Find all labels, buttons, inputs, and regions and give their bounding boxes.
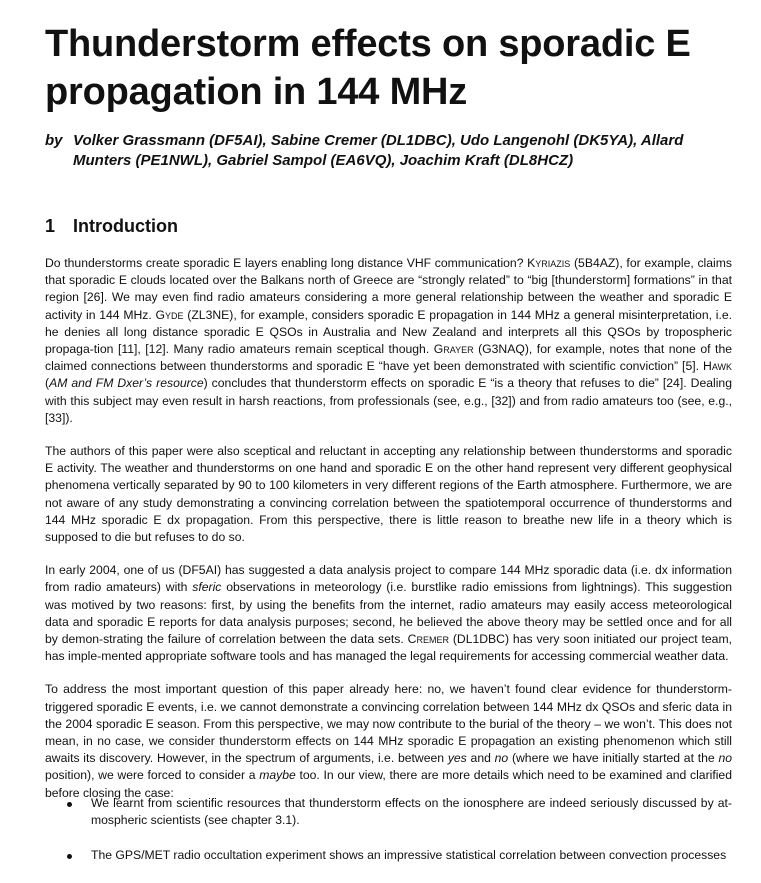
author-name: Grayer xyxy=(433,342,474,357)
emphasis: no xyxy=(494,751,509,766)
paper-title: Thunderstorm effects on sporadic E propagation in 144 MHz xyxy=(45,23,691,113)
author-name: Kyriazis xyxy=(527,256,571,270)
paragraph-1: Do thunderstorms create sporadic E layers enabling long distance VHF communication? Kyriazis (5B4AZ), for example, claims that sporadic E clouds located over the Balkans north of Greece are “strongly related” to “big [thunderstorm] formations” in that region [26]. We may even find radio amateurs considering a more general relationship between the weather and sporadic E activity in 144 MHz. Gyde (ZL3NE), for example, considers sporadic E propagation in 144 MHz a general misinterpretation, i.e. he denies all long distance sporadic E QSOs in Australia and New Zealand and interprets all this QSOs by tropospheric propaga-tion [11], [12]. Many radio amateurs remain sceptical though. Grayer (G3NAQ), for example, notes that none of the claimed connections between thunderstorms and sporadic E “have yet been demonstrated with scientific conviction” [5]. Hawk (AM and FM Dxer’s resource) concludes that thunderstorm effects on sporadic E “is a theory that refuses to die” [24]. Dealing with this subject may even result in harsh reactions, from professionals (see, e.g., [32]) and from radio amateurs too (see, e.g., [33]). xyxy=(45,256,733,425)
author-name: Hawk xyxy=(703,359,732,374)
bullet-icon xyxy=(67,854,72,859)
author-list xyxy=(45,131,745,171)
section-number: 1 xyxy=(45,216,56,236)
emphasis: sferic xyxy=(192,580,222,595)
source-title: AM and FM Dxer’s resource xyxy=(49,376,204,391)
list-item: The GPS/MET radio occultation experiment shows an impressive statistical correlation between convection processes xyxy=(45,847,732,864)
list-item: We learnt from scientific resources that thunderstorm effects on the ionosphere are indeed seriously discussed by at-mospheric scientists (see chapter 3.1). xyxy=(45,795,732,829)
bullet-list xyxy=(45,795,732,883)
bullet-icon xyxy=(67,802,72,807)
author-line-2: Munters (PE1NWL), Gabriel Sampol (EA6VQ), Joachim Kraft (DL8HCZ) xyxy=(73,152,574,169)
emphasis: no xyxy=(718,751,732,766)
author-name: Cremer xyxy=(407,632,449,647)
section-title: Introduction xyxy=(73,216,178,236)
author-line-1: Volker Grassmann (DF5AI), Sabine Cremer (DL1DBC), Udo Langenohl (DK5YA), Allard xyxy=(73,132,684,149)
emphasis: yes xyxy=(447,751,467,766)
paragraph-2: The authors of this paper were also sceptical and reluctant in accepting any relationship between thunderstorms and sporadic E activity. The weather and thunderstorms on one hand and sporadic E on the other hand represent very different geophysical phenomena vertically separated by 90 to 100 kilometers in very different regions of the Earth atmosphere. Furthermore, we are not aware of any study demonstrating a convincing correlation between the spatiotemporal occurrence of thunderstorms and 144 MHz sporadic E dx propagation. From this perspective, there is little reason to breathe new life in a theory which is supposed to die but refuses to do so. xyxy=(45,444,732,545)
body-text xyxy=(45,255,732,818)
byline-label: by xyxy=(45,132,63,149)
emphasis: maybe xyxy=(259,768,296,783)
paragraph-4: To address the most important question of this paper already here: no, we haven’t found clear evidence for thunderstorm-triggered sporadic E events, i.e. we cannot demonstrate a convincing correlation between 144 MHz dx QSOs and sferic data in the 2004 sporadic E season. From this perspective, we may now contribute to the burial of the theory – we won’t. This does not mean, in no case, we consider thunderstorm effects on 144 MHz sporadic E propagation an existing phenomenon which still awaits its discovery. However, in the spectrum of arguments, i.e. between yes and no (where we have initially started at the no position), we were forced to consider a maybe too. In our view, there are more details which need to be examined and clarified before closing the case: xyxy=(45,682,732,800)
author-name: Gyde xyxy=(155,307,184,322)
paragraph-3: In early 2004, one of us (DF5AI) has suggested a data analysis project to compare 144 MHz sporadic data (i.e. dx information from radio amateurs) with sferic observations in meteorology (i.e. burstlike radio emissions from lightnings). This suggestion was motived by two reasons: first, by using the benefits from the internet, radio amateurs may easily access meteorological data and sporadic E reports for data analysis purposes; second, he believed the above theory may be settled once and for all by demon-strating the failure of correlation between the data sets. Cremer (DL1DBC) has very soon initiated our project team, has imple-mented appropriate software tools and has managed the legal requirements for accessing commercial weather data. xyxy=(45,563,733,664)
section-heading xyxy=(45,216,178,237)
